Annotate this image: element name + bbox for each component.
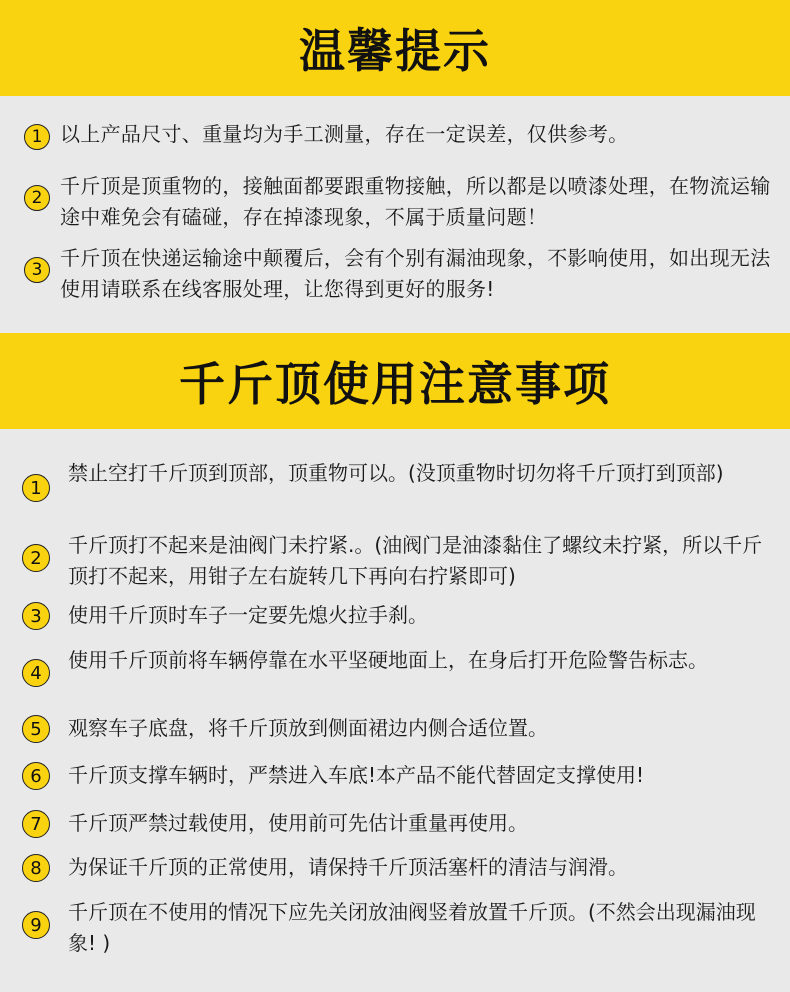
notice-item	[0, 645, 790, 687]
usage-notes-title: 千斤顶使用注意事项	[179, 357, 611, 411]
notice-text: 千斤顶打不起来是油阀门未拧紧.。(油阀门是油漆黏住了螺纹未拧紧，所以千斤顶打不起来，用钳子左右旋转几下再向右拧紧即可)	[68, 533, 763, 588]
tip-text: 千斤顶是顶重物的，接触面都要跟重物接触，所以都是以喷漆处理，在物流运输途中难免会有磕碰，存在掉漆现象，不属于质量问题！	[60, 174, 771, 229]
number-badge-icon: 3	[22, 602, 50, 630]
number-badge-icon: 5	[22, 715, 50, 743]
notice-item	[0, 852, 790, 883]
notice-item	[0, 760, 790, 791]
notice-item	[0, 600, 790, 631]
notice-item	[0, 808, 790, 839]
number-badge-icon: 3	[24, 257, 50, 283]
number-badge-icon: 1	[24, 124, 50, 150]
notice-text: 使用千斤顶时车子一定要先熄火拉手刹。	[68, 603, 428, 627]
number-badge-icon: 7	[22, 810, 50, 838]
notice-text: 千斤顶支撑车辆时，严禁进入车底!本产品不能代替固定支撑使用!	[68, 763, 645, 787]
notice-text: 千斤顶在不使用的情况下应先关闭放油阀竖着放置千斤顶。(不然会出现漏油现象! )	[68, 900, 756, 955]
usage-notes-banner	[0, 333, 790, 429]
number-badge-icon: 2	[24, 185, 50, 211]
number-badge-icon: 4	[22, 659, 50, 687]
notice-item	[0, 897, 790, 959]
notice-text: 禁止空打千斤顶到顶部，顶重物可以。(没顶重物时切勿将千斤顶打到顶部)	[68, 461, 724, 485]
notice-text: 观察车子底盘，将千斤顶放到侧面裙边内侧合适位置。	[68, 716, 548, 740]
number-badge-icon: 1	[22, 474, 50, 502]
notice-item	[0, 530, 790, 592]
tip-item	[0, 243, 790, 305]
tip-text: 以上产品尺寸、重量均为手工测量，存在一定误差，仅供参考。	[60, 122, 629, 146]
notice-item	[0, 458, 790, 502]
tip-text: 千斤顶在快递运输途中颠覆后，会有个别有漏油现象，不影响使用，如出现无法使用请联系在线客服处理，让您得到更好的服务!	[60, 246, 771, 301]
number-badge-icon: 2	[22, 544, 50, 572]
notice-text: 为保证千斤顶的正常使用，请保持千斤顶活塞杆的清洁与润滑。	[68, 855, 628, 879]
tip-item	[0, 119, 790, 150]
notice-text: 使用千斤顶前将车辆停靠在水平坚硬地面上，在身后打开危险警告标志。	[68, 648, 708, 672]
number-badge-icon: 6	[22, 762, 50, 790]
notice-text: 千斤顶严禁过载使用，使用前可先估计重量再使用。	[68, 811, 528, 835]
number-badge-icon: 9	[22, 911, 50, 939]
tip-item	[0, 171, 790, 233]
number-badge-icon: 8	[22, 854, 50, 882]
warm-tips-banner	[0, 0, 790, 96]
warm-tips-title: 温馨提示	[299, 24, 491, 78]
notice-item	[0, 713, 790, 744]
